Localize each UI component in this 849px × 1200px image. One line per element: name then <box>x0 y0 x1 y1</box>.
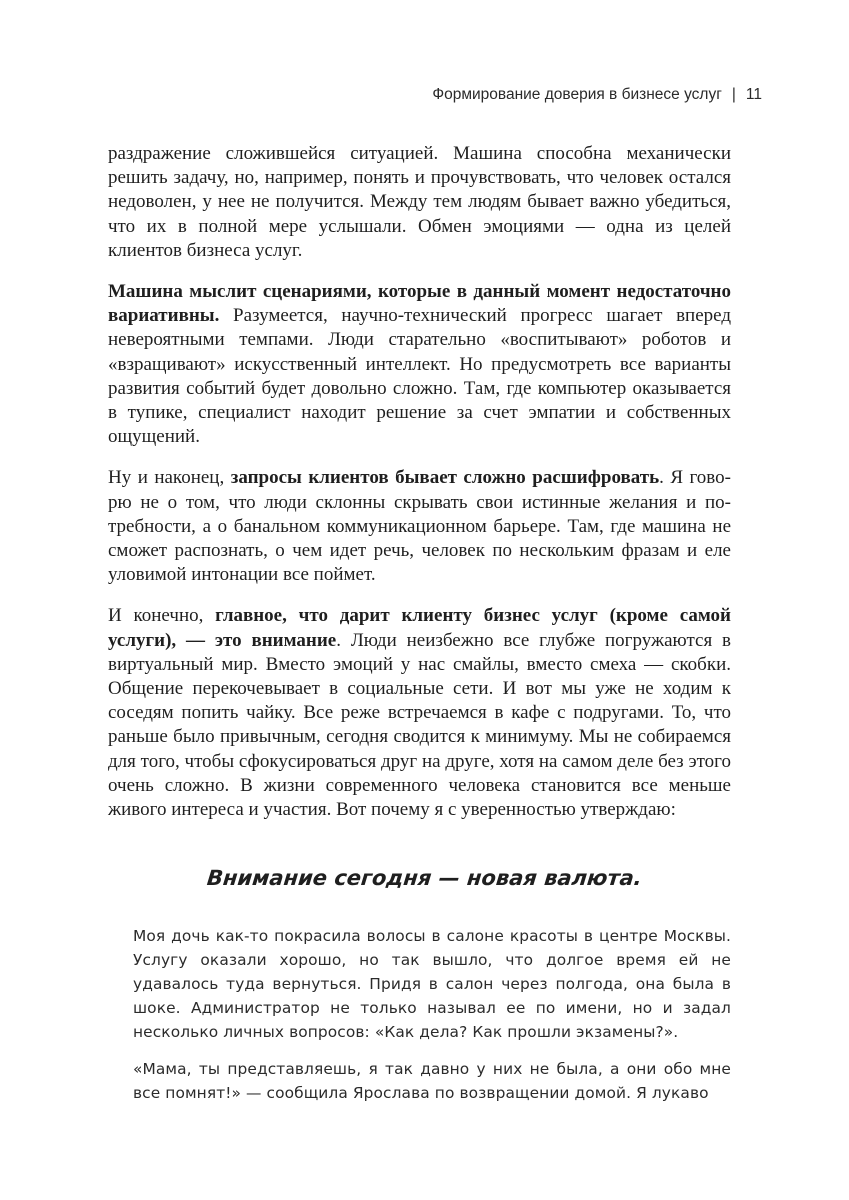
paragraph-1 <box>108 142 731 263</box>
chapter-title: Формирование доверия в бизнесе услуг <box>432 86 722 103</box>
page-number: 11 <box>745 86 762 103</box>
paragraph-2 <box>108 280 731 449</box>
paragraph-2-bold: Машина мыслит сценариями, которые в данный момент недостаточно вариативны. <box>108 281 731 327</box>
paragraph-4-bold: главное, что дарит клиенту бизнес услуг (кроме самой услуги), — это внимание <box>108 605 731 651</box>
slogan: Внимание сегодня — новая валюта. <box>205 866 644 890</box>
paragraph-3 <box>108 466 731 587</box>
paragraph-3-text: . Я говорю не о том, что люди склонны скрывать свои истинные желания и потребности, а о банальном коммуникационном барьере. Там, где машина не сможет распознать, о чем идет речь, человек по нескольким фразам и еле уловимой интонации все поймет. <box>108 467 731 586</box>
paragraph-2-text: Разумеется, научно-технический прогресс шагает вперед невероятными темпами. Люди старательно «воспитывают» роботов и «взращивают» искусственный интеллект. Но предусмотреть все варианты развития событий будет довольно сложно. Там, где компьютер оказывается в тупике, специалист находит решение за счет эмпатии и собственных ощущений. <box>108 305 731 448</box>
main-text <box>108 142 731 839</box>
paragraph-4-text: . Люди неизбежно все глубже погружаются в виртуальный мир. Вместо эмоций у нас смайлы, вместо смеха — скобки. Общение перекочевывает в социальные сети. И вот мы уже не ходим к соседям попить чайку. Все реже встречаемся в кафе с подругами. То, что раньше было привычным, сегодня сводится к минимуму. Мы не собираемся для того, чтобы сфокусироваться друг на друге, хотя на самом деле без этого очень сложно. В жизни современного человека становится все меньше живого интереса и участия. Вот почему я с уверенностью утверждаю: <box>108 629 731 821</box>
anecdote-inset <box>133 924 731 1118</box>
paragraph-1-text: раздражение сложившейся ситуацией. Машина способна механически решить задачу, но, например, понять и прочувствовать, что человек остался недоволен, у нее не получится. Между тем людям бывает важно убедиться, что их в полной мере услышали. Обмен эмоциями — одна из целей клиентов бизнеса услуг. <box>108 143 731 261</box>
paragraph-4-lead: И конечно, <box>108 605 216 627</box>
paragraph-3-lead: Ну и наконец, <box>108 467 231 489</box>
header-separator: | <box>731 86 736 103</box>
inset-paragraph-1: Моя дочь как-то покрасила волосы в салоне красоты в центре Москвы. Услугу оказали хорошо, но так вышло, что долгое время ей не удавалось туда вернуться. Придя в салон через полгода, она была в шоке. Администратор не только называл ее по имени, но и задал несколько личных вопросов: «Как дела? Как прошли экзамены?». <box>133 927 731 1041</box>
running-header <box>432 86 762 104</box>
paragraph-3-bold: запросы клиентов бывает сложно расшифровать <box>230 467 660 489</box>
paragraph-4 <box>108 604 731 822</box>
inset-paragraph-2: «Мама, ты представляешь, я так давно у них не была, а они обо мне все помнят!» — сообщила Ярослава по возвращении домой. Я лукаво <box>133 1060 731 1102</box>
